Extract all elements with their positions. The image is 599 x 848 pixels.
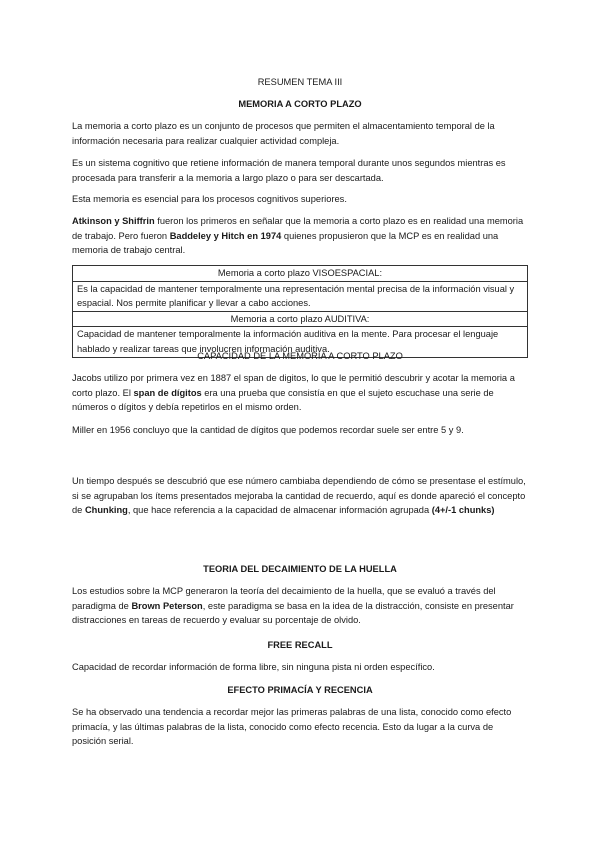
bold-atkinson-shiffrin: Atkinson y Shiffrin (72, 216, 155, 226)
table-header-auditiva: Memoria a corto plazo AUDITIVA: (73, 311, 528, 327)
paragraph-definicion-mcp: La memoria a corto plazo es un conjunto de procesos que permiten el almacentamiento temporal de la información necesaria para realizar cualquier actividad compleja. (72, 121, 495, 146)
table-cell-auditiva: Capacidad de mantener temporalmente la información auditiva en la mente. Para procesar el lenguaje hablado y realizar tareas que involucren información auditiva. (73, 327, 528, 357)
section-heading-memoria-corto-plazo: MEMORIA A CORTO PLAZO (238, 99, 362, 109)
bold-brown-peterson: Brown Peterson (131, 600, 203, 611)
paragraph-sistema-cognitivo: Es un sistema cognitivo que retiene información de manera temporal durante unos segundos mientras es procesada para transferir a la memoria a largo plazo o para ser descartada. (72, 158, 506, 183)
memory-types-table (72, 265, 528, 358)
section-heading-capacidad: CAPACIDAD DE LA MEMORIA A CORTO PLAZO (197, 351, 403, 361)
table-header-visoespacial: Memoria a corto plazo VISOESPACIAL: (73, 266, 528, 282)
paragraph-miller: Miller en 1956 concluyo que la cantidad de dígitos que podemos recordar suele ser entre 5 y 9. (72, 425, 464, 435)
section-heading-primacia-recencia: EFECTO PRIMACÍA Y RECENCIA (227, 685, 373, 695)
section-heading-decaimiento: TEORIA DEL DECAIMIENTO DE LA HUELLA (203, 564, 397, 574)
section-heading-free-recall: FREE RECALL (267, 640, 333, 650)
bold-chunking: Chunking (84, 505, 128, 516)
paragraph-atkinson-baddeley: Atkinson y Shiffrin fueron los primeros en señalar que la memoria a corto plazo es en realidad una memoria de trabajo. Pero fueron Baddeley y Hitch en 1974 quienes propusieron que la MCP es en realidad una memoria de trabajo central. (72, 216, 524, 256)
paragraph-primacia-recencia: Se ha observado una tendencia a recordar mejor las primeras palabras de una lista, conocido como efecto primacía, y las últimas palabras de la lista, conocido como efecto recencia. Esto da lugar a la curva de posición serial. (72, 707, 512, 747)
paragraph-jacobs: Jacobs utilizo por primera vez en 1887 el span de digitos, lo que le permitió descubrir y acotar la memoria a corto plazo. El span de dígitos era una prueba que consistía en que el sujeto escuchase una serie de números o dígitos y debía repetirlos en el mismo orden. (72, 373, 515, 413)
bold-chunks-range: (4+/-1 chunks) (431, 505, 495, 516)
paragraph-free-recall: Capacidad de recordar información de forma libre, sin ninguna pista ni orden específico. (72, 662, 435, 672)
paragraph-chunking: Un tiempo después se descubrió que ese número cambiaba dependiendo de cómo se presentase el estímulo, si se agrupaban los ítems presentados mejoraba la cantidad de recuerdo, aquí es donde apareció el concepto de Chunking, que hace referencia a la capacidad de almacenar información agrupada (4+/-1 chunks) (72, 476, 526, 516)
paragraph-brown-peterson: Los estudios sobre la MCP generaron la teoría del decaimiento de la huella, que se evaluó a través del paradigma de Brown Peterson, este paradigma se basa en la idea de la distracción, consiste en presentar distracciones en tareas de recuerdo y evaluar su porcentaje de olvido. (72, 586, 514, 626)
document-title: RESUMEN TEMA III (257, 77, 343, 87)
bold-baddeley-hitch: Baddeley y Hitch en 1974 (169, 230, 282, 241)
bold-span-digitos: span de dígitos (133, 387, 202, 398)
table-cell-visoespacial: Es la capacidad de mantener temporalmente una representación mental precisa de la información visual y espacial. Nos permite planificar y llevar a cabo acciones. (73, 281, 528, 311)
paragraph-esencial: Esta memoria es esencial para los procesos cognitivos superiores. (72, 194, 347, 204)
